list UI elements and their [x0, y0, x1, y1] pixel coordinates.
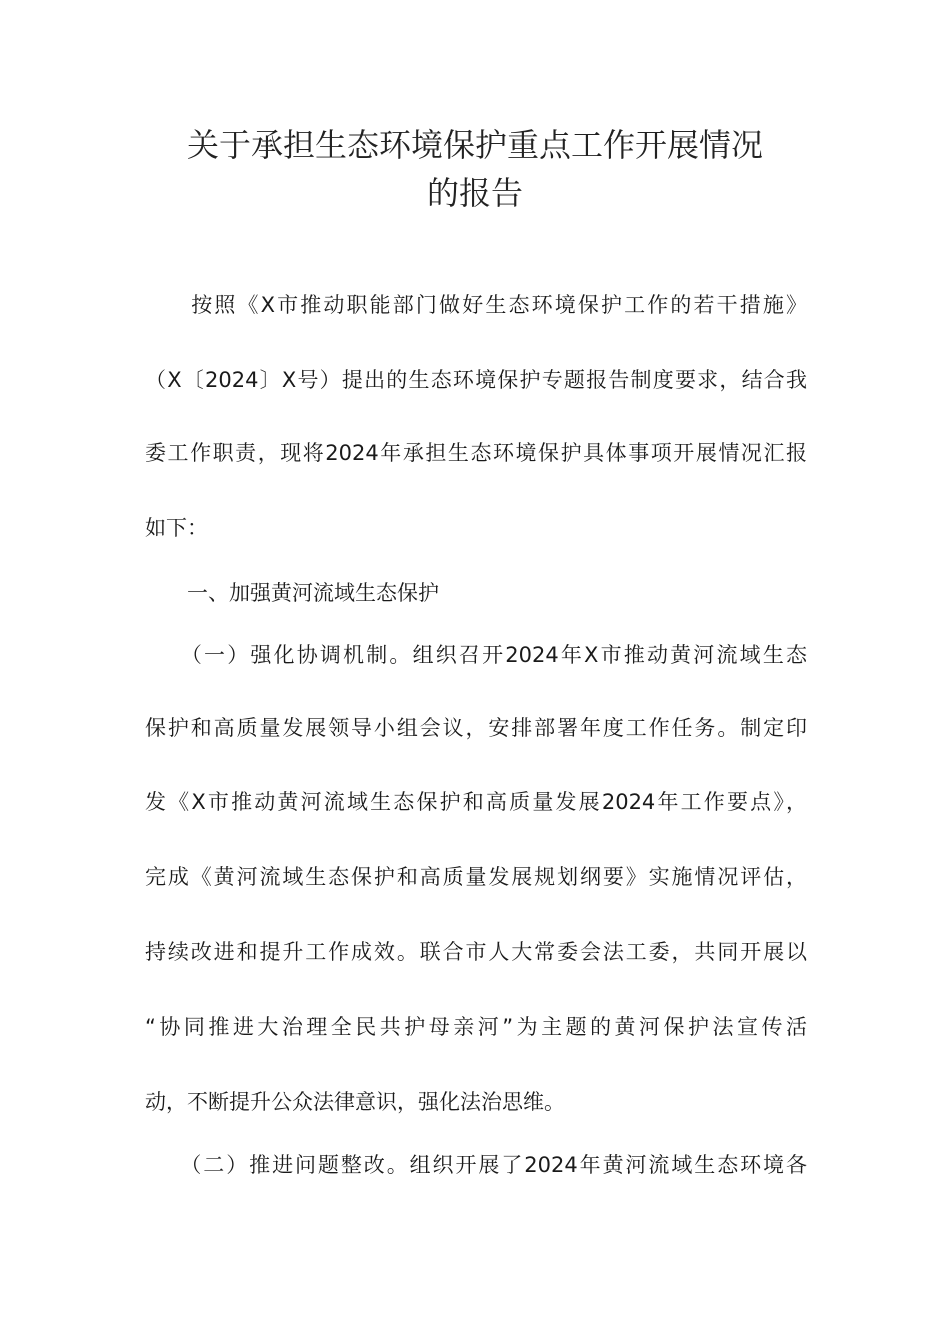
paragraph-line: 按照《X市推动职能部门做好生态环境保护工作的若干措施》	[145, 293, 807, 317]
paragraph-line: 完成《黄河流域生态保护和高质量发展规划纲要》实施情况评估，	[145, 865, 807, 889]
paragraph-line: （一）强化协调机制。组织召开2024年X市推动黄河流域生态	[145, 643, 807, 667]
paragraph-line: 发《X市推动黄河流域生态保护和高质量发展2024年工作要点》，	[145, 790, 807, 814]
paragraph-line: 如下：	[145, 516, 208, 540]
section-heading: 一、加强黄河流域生态保护	[145, 581, 439, 605]
document-title-line-1: 关于承担生态环境保护重点工作开展情况	[186, 126, 763, 164]
paragraph-line: 保护和高质量发展领导小组会议，安排部署年度工作任务。制定印	[145, 716, 807, 740]
paragraph-line: （X〔2024〕X号）提出的生态环境保护专题报告制度要求，结合我	[145, 368, 807, 392]
document-title-line-2: 的报告	[426, 174, 523, 212]
paragraph-line: （二）推进问题整改。组织开展了2024年黄河流域生态环境各	[145, 1153, 807, 1177]
paragraph-line: 委工作职责，现将2024年承担生态环境保护具体事项开展情况汇报	[145, 441, 807, 465]
paragraph-line: 动，不断提升公众法律意识，强化法治思维。	[145, 1090, 565, 1114]
paragraph-line: “协同推进大治理全民共护母亲河”为主题的黄河保护法宣传活	[145, 1015, 807, 1039]
paragraph-line: 持续改进和提升工作成效。联合市人大常委会法工委，共同开展以	[145, 940, 807, 964]
